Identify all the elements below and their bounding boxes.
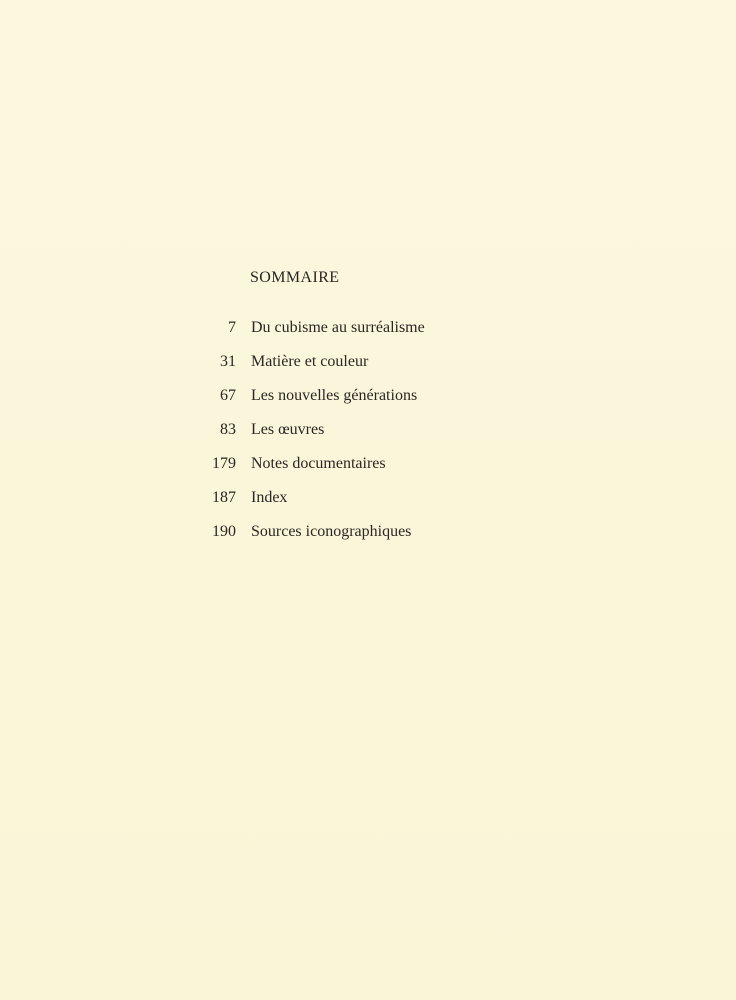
toc-entry [190, 488, 490, 522]
toc-entry [190, 454, 490, 488]
toc-page-number: 83 [220, 421, 236, 438]
toc-entry [190, 420, 490, 454]
toc-entry-label: Les nouvelles générations [251, 387, 418, 404]
toc-entry [190, 352, 490, 386]
toc-entry-label: Index [251, 489, 288, 506]
toc-entry-label: Notes documentaires [251, 455, 386, 472]
toc-entry-label: Les œuvres [251, 421, 325, 438]
toc-entry [190, 386, 490, 420]
table-of-contents [190, 318, 490, 556]
toc-entry [190, 522, 490, 556]
toc-entry-label: Du cubisme au surréalisme [251, 319, 425, 336]
toc-entry-label: Sources iconographiques [251, 523, 412, 540]
toc-page-number: 187 [212, 489, 236, 506]
toc-page-number: 179 [212, 455, 236, 472]
toc-page-number: 190 [212, 523, 236, 540]
page-title: SOMMAIRE [250, 269, 340, 286]
toc-entry [190, 318, 490, 352]
toc-page-number: 7 [228, 319, 236, 336]
toc-entry-label: Matière et couleur [251, 353, 369, 370]
toc-page-number: 31 [220, 353, 236, 370]
toc-page-number: 67 [220, 387, 236, 404]
